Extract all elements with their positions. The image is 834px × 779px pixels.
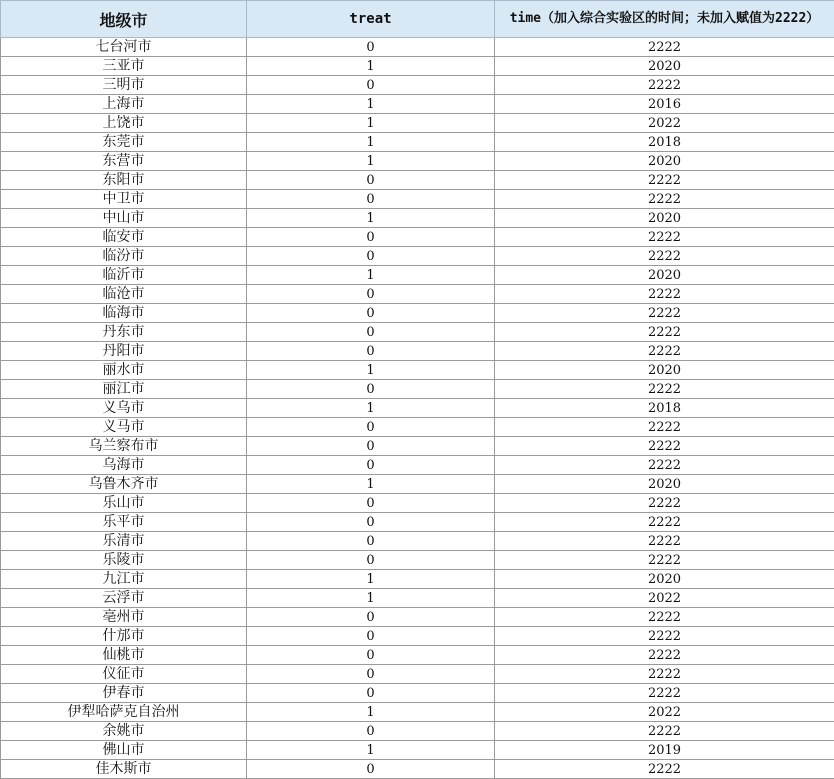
table-row (1, 304, 834, 323)
cell-treat[interactable]: 0 (247, 551, 495, 570)
cell-treat[interactable]: 1 (247, 475, 495, 494)
table-row (1, 570, 834, 589)
cell-treat[interactable]: 0 (247, 437, 495, 456)
cell-time[interactable]: 2222 (495, 342, 834, 361)
table-row (1, 266, 834, 285)
table-row (1, 380, 834, 399)
header-row (1, 1, 834, 38)
cell-treat[interactable]: 0 (247, 627, 495, 646)
cell-city[interactable]: 丽水市 (1, 361, 247, 380)
cell-time[interactable]: 2222 (495, 76, 834, 95)
cell-city[interactable]: 义马市 (1, 418, 247, 437)
cell-treat[interactable]: 0 (247, 532, 495, 551)
table-row (1, 247, 834, 266)
cell-treat[interactable]: 0 (247, 228, 495, 247)
cell-time[interactable]: 2222 (495, 665, 834, 684)
cell-time[interactable]: 2020 (495, 266, 834, 285)
cell-time[interactable]: 2222 (495, 171, 834, 190)
cell-time[interactable]: 2222 (495, 38, 834, 57)
cell-treat[interactable]: 1 (247, 361, 495, 380)
cell-time[interactable]: 2222 (495, 418, 834, 437)
cell-city[interactable]: 九江市 (1, 570, 247, 589)
cell-city[interactable]: 上饶市 (1, 114, 247, 133)
table-row (1, 475, 834, 494)
cell-time[interactable]: 2222 (495, 513, 834, 532)
cell-time[interactable]: 2022 (495, 114, 834, 133)
cell-treat[interactable]: 1 (247, 589, 495, 608)
cell-city[interactable]: 佛山市 (1, 741, 247, 760)
cell-time[interactable]: 2222 (495, 722, 834, 741)
cell-treat[interactable]: 0 (247, 646, 495, 665)
table-row (1, 703, 834, 722)
table-row (1, 551, 834, 570)
cell-time[interactable]: 2222 (495, 608, 834, 627)
cell-city[interactable]: 乐山市 (1, 494, 247, 513)
cell-treat[interactable]: 0 (247, 608, 495, 627)
table-row (1, 285, 834, 304)
cell-city[interactable]: 七台河市 (1, 38, 247, 57)
cell-treat[interactable]: 0 (247, 513, 495, 532)
cell-treat[interactable]: 0 (247, 323, 495, 342)
table-row (1, 418, 834, 437)
header-city[interactable]: 地级市 (1, 1, 247, 38)
cell-city[interactable]: 仙桃市 (1, 646, 247, 665)
cell-treat[interactable]: 1 (247, 209, 495, 228)
table-row (1, 627, 834, 646)
cell-time[interactable]: 2222 (495, 190, 834, 209)
cell-treat[interactable]: 1 (247, 703, 495, 722)
cell-treat[interactable]: 1 (247, 133, 495, 152)
cell-time[interactable]: 2222 (495, 228, 834, 247)
cell-city[interactable]: 中卫市 (1, 190, 247, 209)
table-row (1, 342, 834, 361)
cell-time[interactable]: 2222 (495, 304, 834, 323)
cell-time[interactable]: 2222 (495, 494, 834, 513)
table-row (1, 760, 834, 779)
cell-treat[interactable]: 0 (247, 722, 495, 741)
cell-city[interactable]: 乐陵市 (1, 551, 247, 570)
table-row (1, 190, 834, 209)
cell-city[interactable]: 中山市 (1, 209, 247, 228)
cell-time[interactable]: 2020 (495, 570, 834, 589)
cell-treat[interactable]: 0 (247, 494, 495, 513)
table-row (1, 532, 834, 551)
cell-treat[interactable]: 0 (247, 304, 495, 323)
table-row (1, 456, 834, 475)
cell-treat[interactable]: 0 (247, 665, 495, 684)
cell-treat[interactable]: 0 (247, 456, 495, 475)
cell-city[interactable]: 丹东市 (1, 323, 247, 342)
cell-city[interactable]: 云浮市 (1, 589, 247, 608)
table-row (1, 95, 834, 114)
cell-city[interactable]: 乌海市 (1, 456, 247, 475)
table-row (1, 589, 834, 608)
cell-treat[interactable]: 1 (247, 266, 495, 285)
table-row (1, 399, 834, 418)
cell-time[interactable]: 2222 (495, 627, 834, 646)
cell-city[interactable]: 东营市 (1, 152, 247, 171)
cell-time[interactable]: 2222 (495, 285, 834, 304)
cell-time[interactable]: 2222 (495, 323, 834, 342)
cell-time[interactable]: 2020 (495, 361, 834, 380)
cell-treat[interactable]: 0 (247, 380, 495, 399)
cell-time[interactable]: 2018 (495, 133, 834, 152)
cell-city[interactable]: 临汾市 (1, 247, 247, 266)
table-row (1, 361, 834, 380)
cell-treat[interactable]: 0 (247, 760, 495, 779)
cell-time[interactable]: 2020 (495, 209, 834, 228)
table-row (1, 152, 834, 171)
cell-treat[interactable]: 1 (247, 741, 495, 760)
cell-city[interactable]: 什邡市 (1, 627, 247, 646)
cell-treat[interactable]: 1 (247, 152, 495, 171)
cell-treat[interactable]: 0 (247, 76, 495, 95)
cell-time[interactable]: 2222 (495, 456, 834, 475)
cell-treat[interactable]: 0 (247, 247, 495, 266)
table-row (1, 741, 834, 760)
cell-treat[interactable]: 1 (247, 570, 495, 589)
table-row (1, 513, 834, 532)
cell-time[interactable]: 2222 (495, 380, 834, 399)
table-row (1, 684, 834, 703)
table-row (1, 722, 834, 741)
cell-city[interactable]: 仪征市 (1, 665, 247, 684)
cell-city[interactable]: 丹阳市 (1, 342, 247, 361)
cell-time[interactable]: 2019 (495, 741, 834, 760)
header-time[interactable]: time（加入综合实验区的时间；未加入赋值为2222） (495, 1, 834, 38)
cell-time[interactable]: 2018 (495, 399, 834, 418)
cell-city[interactable]: 义乌市 (1, 399, 247, 418)
cell-city[interactable]: 三明市 (1, 76, 247, 95)
table-row (1, 323, 834, 342)
header-treat[interactable]: treat (247, 1, 495, 38)
cell-city[interactable]: 临海市 (1, 304, 247, 323)
table-row (1, 38, 834, 57)
cell-treat[interactable]: 1 (247, 95, 495, 114)
cell-time[interactable]: 2020 (495, 152, 834, 171)
cell-treat[interactable]: 0 (247, 171, 495, 190)
cell-city[interactable]: 乐清市 (1, 532, 247, 551)
cell-city[interactable]: 临沂市 (1, 266, 247, 285)
cell-treat[interactable]: 1 (247, 399, 495, 418)
cell-time[interactable]: 2020 (495, 475, 834, 494)
cell-city[interactable]: 亳州市 (1, 608, 247, 627)
cell-time[interactable]: 2222 (495, 551, 834, 570)
table-row (1, 57, 834, 76)
table-row (1, 494, 834, 513)
cell-city[interactable]: 丽江市 (1, 380, 247, 399)
cell-time[interactable]: 2020 (495, 57, 834, 76)
cell-time[interactable]: 2022 (495, 703, 834, 722)
cell-city[interactable]: 临沧市 (1, 285, 247, 304)
table-row (1, 114, 834, 133)
table-row (1, 171, 834, 190)
cell-time[interactable]: 2222 (495, 247, 834, 266)
cell-city[interactable]: 乌鲁木齐市 (1, 475, 247, 494)
table-row (1, 76, 834, 95)
cell-city[interactable]: 东莞市 (1, 133, 247, 152)
cell-city[interactable]: 伊犁哈萨克自治州 (1, 703, 247, 722)
cell-time[interactable]: 2222 (495, 532, 834, 551)
cell-treat[interactable]: 1 (247, 57, 495, 76)
cell-treat[interactable]: 0 (247, 38, 495, 57)
table-row (1, 228, 834, 247)
cell-city[interactable]: 乐平市 (1, 513, 247, 532)
table-row (1, 133, 834, 152)
cell-city[interactable]: 三亚市 (1, 57, 247, 76)
cell-time[interactable]: 2222 (495, 760, 834, 779)
cell-treat[interactable]: 0 (247, 342, 495, 361)
table-row (1, 437, 834, 456)
cell-treat[interactable]: 0 (247, 418, 495, 437)
cell-time[interactable]: 2222 (495, 437, 834, 456)
cell-time[interactable]: 2016 (495, 95, 834, 114)
table-row (1, 608, 834, 627)
cell-treat[interactable]: 0 (247, 190, 495, 209)
cell-city[interactable]: 东阳市 (1, 171, 247, 190)
table-row (1, 209, 834, 228)
cell-treat[interactable]: 0 (247, 285, 495, 304)
cell-treat[interactable]: 0 (247, 684, 495, 703)
cell-time[interactable]: 2222 (495, 646, 834, 665)
cell-city[interactable]: 临安市 (1, 228, 247, 247)
cell-city[interactable]: 伊春市 (1, 684, 247, 703)
cell-time[interactable]: 2222 (495, 684, 834, 703)
table-row (1, 646, 834, 665)
cell-city[interactable]: 余姚市 (1, 722, 247, 741)
table-row (1, 665, 834, 684)
cell-time[interactable]: 2022 (495, 589, 834, 608)
cell-city[interactable]: 佳木斯市 (1, 760, 247, 779)
cell-city[interactable]: 上海市 (1, 95, 247, 114)
cell-city[interactable]: 乌兰察布市 (1, 437, 247, 456)
cell-treat[interactable]: 1 (247, 114, 495, 133)
